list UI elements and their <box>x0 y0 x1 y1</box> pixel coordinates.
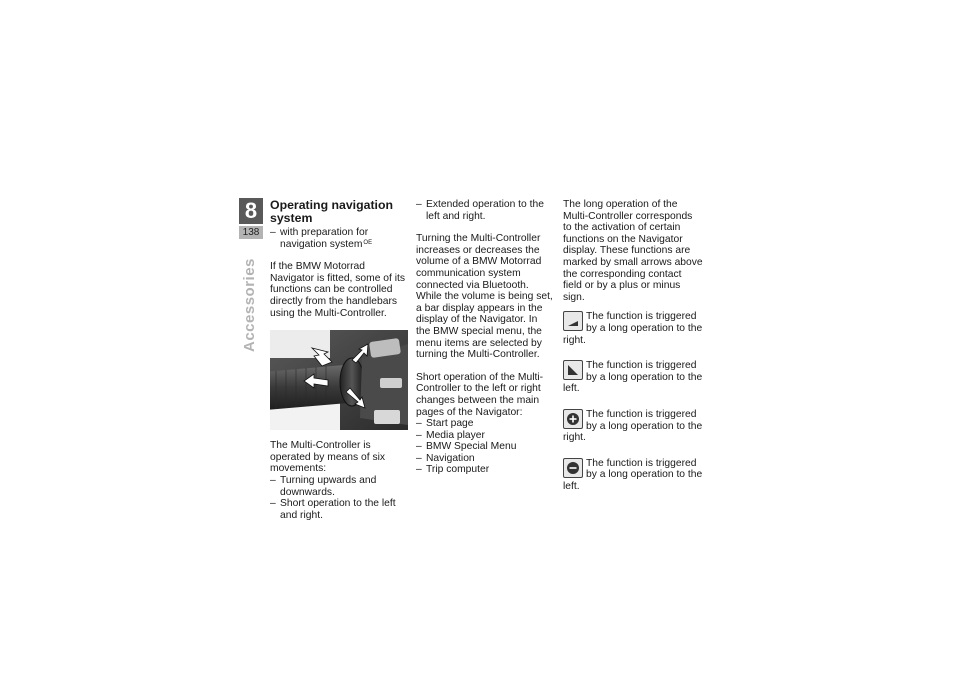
short-operation-intro: Short operation of the Multi-Controller to the left or right changes between the main pages of the Navigator: <box>416 371 544 418</box>
column-3 <box>563 199 703 506</box>
column-2 <box>416 199 553 487</box>
page-number: 138 <box>239 226 263 239</box>
movements-list <box>270 475 410 521</box>
icon-entry-arrow-left: The function is triggered by a long operation to the left. <box>563 360 703 395</box>
arrow-right-icon <box>563 311 583 331</box>
navigator-pages-list <box>416 418 553 476</box>
list-item: – Start page <box>416 418 474 430</box>
list-item: – Navigation <box>416 452 475 464</box>
long-operation-intro: The long operation of the Multi-Controller corresponds to the activation of certain functions on the Navigator display. These functions are marked by small arrows above the corresponding contact field or by a plus or minus sign. <box>563 199 703 303</box>
list-item: – BMW Special Menu <box>416 441 517 453</box>
multi-controller-handlebar-photo <box>270 330 408 430</box>
intro-paragraph: If the BMW Motorrad Navigator is fitted, some of its functions can be controlled directly from the handlebars using the Multi-Controller. <box>270 261 406 319</box>
list-item: – Short operation to the left and right. <box>270 498 396 521</box>
turning-paragraph: Turning the Multi-Controller increases or decreases the volume of a BMW Motorrad communication system connected via Bluetooth. While the volume is being set, a bar display appears in the display of the Navigator. In the BMW special menu, the menu items are selected by turning the Multi-Controller. <box>416 233 553 361</box>
oe-list-item: – with preparation for navigation system$^{OE}$ <box>270 227 373 250</box>
icon-entry-minus: The function is triggered by a long operation to the left. <box>563 457 703 492</box>
list-item: – Media player <box>416 429 485 441</box>
movements-list-continued <box>416 199 553 222</box>
section-heading: Operating navigation system <box>270 198 393 225</box>
minus-icon <box>563 458 583 478</box>
section-title-vertical: Accessories <box>241 258 258 352</box>
icon-entry-plus: The function is triggered by a long operation to the right. <box>563 408 703 444</box>
oe-list <box>270 227 410 250</box>
oe-badge: OE <box>363 239 373 246</box>
chapter-number: 8 <box>239 198 263 224</box>
movements-intro: The Multi-Controller is operated by means of six movements: <box>270 440 386 475</box>
list-item: – Trip computer <box>416 464 490 476</box>
column-1 <box>270 199 410 532</box>
icon-entry-arrow-right: The function is triggered by a long operation to the right. <box>563 311 703 346</box>
plus-icon <box>563 409 583 429</box>
arrow-left-icon <box>563 360 583 380</box>
list-item: – Turning upwards and downwards. <box>270 474 377 498</box>
list-item: – Extended operation to the left and right. <box>416 199 544 222</box>
